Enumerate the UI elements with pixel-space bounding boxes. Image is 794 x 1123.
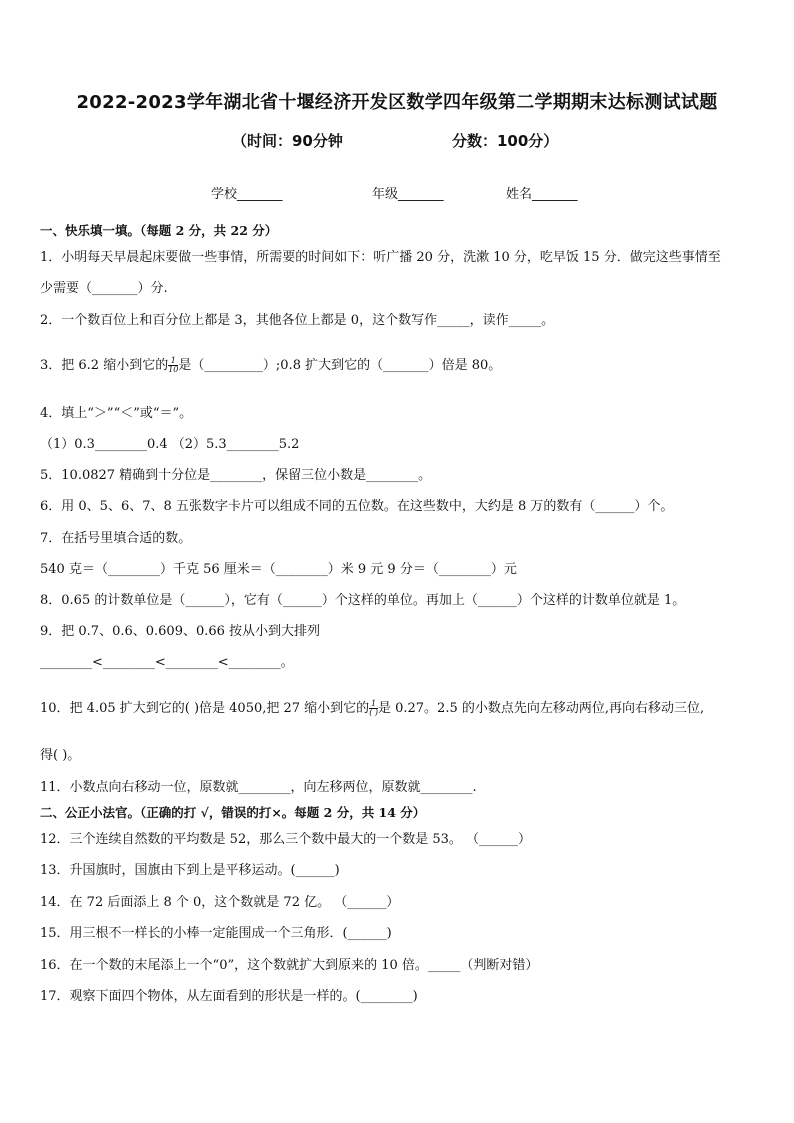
total-score: 分数：100分） <box>452 132 559 150</box>
fraction-one-over-blank: $\frac{1}{( )}$ <box>369 699 378 717</box>
question-6: 6．用 0、5、6、7、8 五张数字卡片可以组成不同的五位数。在这些数中，大约是 8 万的数有（______）个。 <box>40 499 674 514</box>
school-field: 学校_______ <box>211 187 283 202</box>
section-heading-fill-in: 一、快乐填一填。（每题 2 分，共 22 分） <box>40 223 278 238</box>
section-heading-true-false: 二、公正小法官。（正确的打 √，错误的打×。每题 2 分，共 14 分） <box>40 805 426 820</box>
grade-field: 年级_______ <box>372 187 444 202</box>
question-10-part-b: 是 0.27。2.5 的小数点先向左移动两位,再向右移动三位, <box>377 701 705 716</box>
question-12: 12．三个连续自然数的平均数是 52，那么三个数中最大的一个数是 53。 （______） <box>40 832 532 847</box>
question-4-line-2: （1）0.3________0.4 （2）5.3________5.2 <box>40 437 300 452</box>
question-17: 17．观察下面四个物体，从左面看到的形状是一样的。(________) <box>40 989 418 1004</box>
question-3-part-b: 是（_________）;0.8 扩大到它的（_______）倍是 80。 <box>178 358 502 373</box>
question-8: 8．0.65 的计数单位是（______），它有（______）个这样的单位。再加上（______）个这样的计数单位就是 1。 <box>40 593 686 608</box>
name-field: 姓名_______ <box>506 187 578 202</box>
question-15: 15．用三根不一样长的小棒一定能围成一个三角形．(______) <box>40 926 392 941</box>
question-9-line-1: 9．把 0.7、0.6、0.609、0.66 按从小到大排列 <box>40 624 321 639</box>
question-3-part-a: 3．把 6.2 缩小到它的 <box>40 358 169 373</box>
question-1-line-1: 1．小明每天早晨起床要做一些事情，所需要的时间如下：听广播 20 分，洗漱 10 分，吃早饭 15 分．做完这些事情至 <box>40 250 721 265</box>
question-1-line-2: 少需要（_______）分. <box>40 281 168 296</box>
question-10-line-2: 得( )。 <box>40 748 81 763</box>
question-7-line-2: 540 克＝（________）千克 56 厘米＝（________）米 9 元 9 分＝（________）元 <box>40 562 517 577</box>
time-limit: （时间：90分钟 <box>232 132 343 150</box>
exam-title: 2022-2023学年湖北省十堰经济开发区数学四年级第二学期期末达标测试试题 <box>76 92 718 113</box>
fraction-one-tenth: $\frac{1}{10}$ <box>168 356 179 374</box>
question-14: 14．在 72 后面添上 8 个 0，这个数就是 72 亿。 （______） <box>40 895 400 910</box>
question-7-line-1: 7．在括号里填合适的数。 <box>40 531 192 546</box>
question-10-part-a: 10．把 4.05 扩大到它的( )倍是 4050,把 27 缩小到它的 <box>40 701 370 716</box>
question-4-line-1: 4．填上“＞”“＜”或“＝”。 <box>40 406 193 421</box>
question-16: 16．在一个数的末尾添上一个“0”，这个数就扩大到原来的 10 倍。_____（判断对错） <box>40 958 539 973</box>
question-3 <box>40 357 501 375</box>
question-13: 13．升国旗时，国旗由下到上是平移运动。(______) <box>40 863 340 878</box>
question-2: 2．一个数百位上和百分位上都是 3，其他各位上都是 0，这个数写作_____，读作_____。 <box>40 313 555 328</box>
question-5: 5．10.0827 精确到十分位是________，保留三位小数是________。 <box>40 468 432 483</box>
question-10-line-1 <box>40 700 704 718</box>
question-9-line-2: ________<________<________<________。 <box>40 655 294 670</box>
question-11: 11．小数点向右移动一位，原数就________，向左移两位，原数就________. <box>40 780 477 795</box>
